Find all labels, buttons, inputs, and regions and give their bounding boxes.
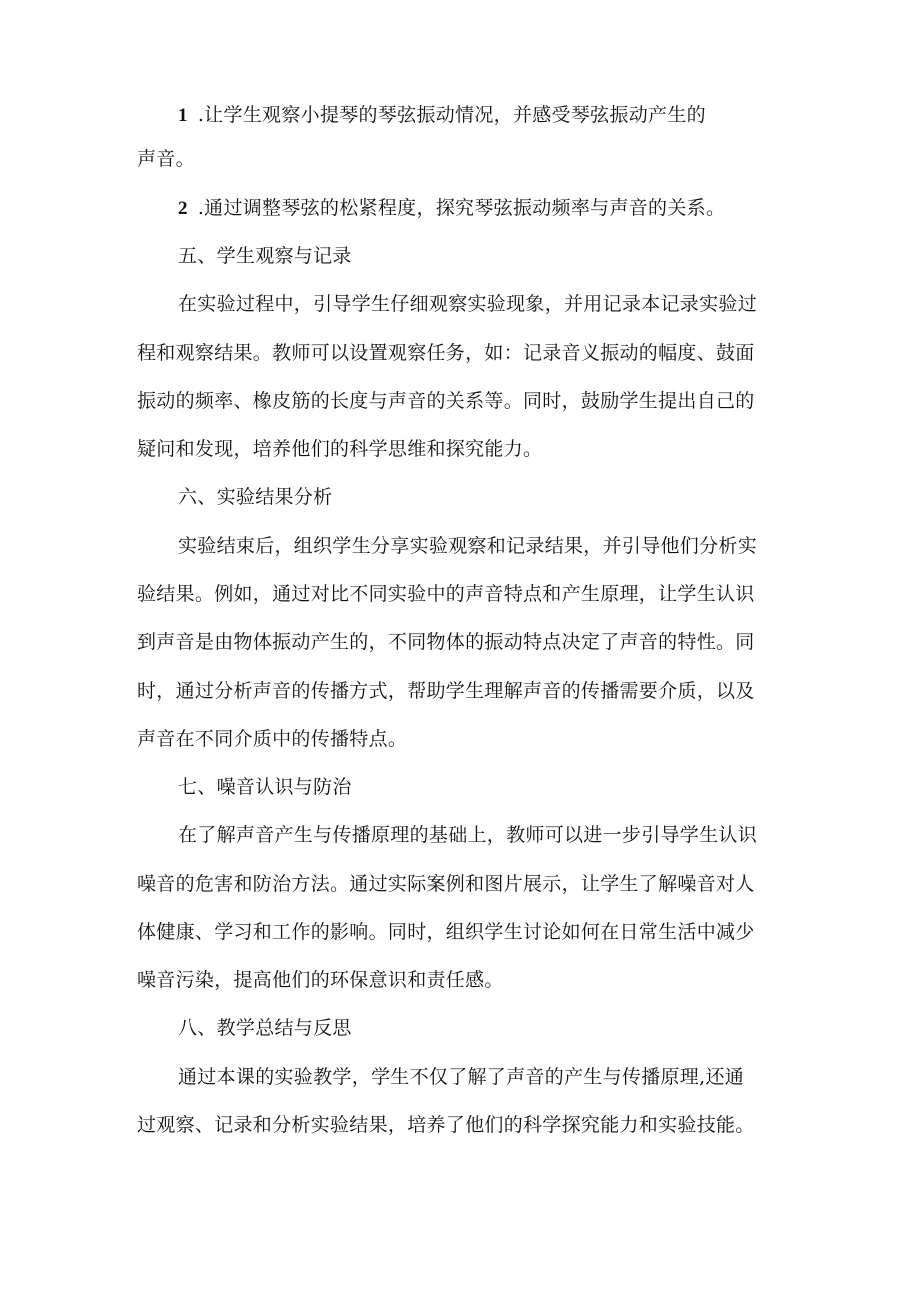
paragraph-line: 声音在不同介质中的传播特点。	[137, 728, 408, 750]
paragraph-line: 噪音的危害和防治方法。通过实际案例和图片展示，让学生了解噪音对人	[137, 873, 755, 895]
list-item-2	[178, 196, 725, 221]
paragraph-line: 到声音是由物体振动产生的，不同物体的振动特点决定了声音的特性。同	[137, 631, 755, 653]
section-heading-6: 六、实验结果分析	[178, 486, 333, 508]
paragraph-line: 疑问和发现，培养他们的科学思维和探究能力。	[137, 438, 543, 460]
section-heading-8: 八、教学总结与反思	[178, 1017, 352, 1039]
section-heading-5: 五、学生观察与记录	[178, 245, 352, 267]
paragraph-line: 振动的频率、橡皮筋的长度与声音的关系等。同时，鼓励学生提出自己的	[137, 390, 755, 412]
paragraph-line: 过观察、记录和分析实验结果，培养了他们的科学探究能力和实验技能。	[137, 1114, 755, 1136]
paragraph-line: 通过本课的实验教学，学生不仅了解了声音的产生与传播原理,还通	[178, 1066, 745, 1088]
paragraph-line: 时，通过分析声音的传播方式，帮助学生理解声音的传播需要介质，以及	[137, 680, 755, 702]
list-item-1	[178, 103, 706, 128]
list-item-number: 2	[178, 198, 188, 219]
paragraph-line: 噪音污染，提高他们的环保意识和责任感。	[137, 969, 504, 991]
list-item-number: 1	[178, 105, 188, 126]
list-item-text: .让学生观察小提琴的琴弦振动情况，并感受琴弦振动产生的	[197, 104, 706, 126]
paragraph-line: 验结果。例如，通过对比不同实验中的声音特点和产生原理，让学生认识	[137, 583, 755, 605]
list-item-text: .通过调整琴弦的松紧程度，探究琴弦振动频率与声音的关系。	[197, 197, 726, 219]
paragraph-line: 体健康、学习和工作的影响。同时，组织学生讨论如何在日常生活中减少	[137, 921, 755, 943]
list-item-1-continuation: 声音。	[137, 148, 195, 170]
paragraph-line: 程和观察结果。教师可以设置观察任务，如：记录音义振动的幅度、鼓面	[137, 342, 755, 364]
paragraph-line: 实验结束后，组织学生分享实验观察和记录结果，并引导他们分析实	[178, 535, 758, 557]
paragraph-line: 在实验过程中，引导学生仔细观察实验现象，并用记录本记录实验过	[178, 293, 758, 315]
section-heading-7: 七、噪音认识与防治	[178, 776, 352, 798]
paragraph-line: 在了解声音产生与传播原理的基础上，教师可以进一步引导学生认识	[178, 824, 758, 846]
